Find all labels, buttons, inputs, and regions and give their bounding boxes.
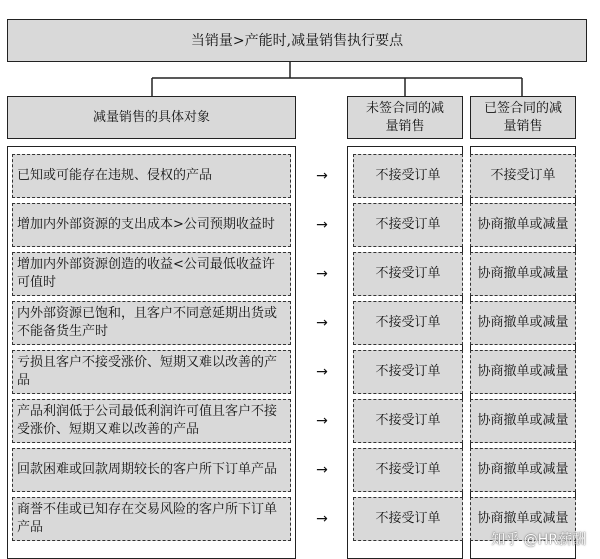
signed-action: 不接受订单 xyxy=(470,154,576,198)
watermark: 知乎 @HR薪酬 xyxy=(491,532,586,548)
object-item: 增加内外部资源创造的收益<公司最低收益许可值时 xyxy=(12,252,291,296)
signed-action: 协商撤单或减量 xyxy=(470,203,576,247)
signed-action: 协商撤单或减量 xyxy=(470,301,576,345)
unsigned-action: 不接受订单 xyxy=(353,154,463,198)
arrow-icon: → xyxy=(316,266,328,282)
unsigned-action: 不接受订单 xyxy=(353,350,463,394)
header-unsigned: 未签合同的减量销售 xyxy=(347,96,463,139)
arrow-icon: → xyxy=(316,511,328,527)
object-item: 内外部资源已饱和，且客户不同意延期出货或不能备货生产时 xyxy=(12,301,291,345)
arrow-icon: → xyxy=(316,217,328,233)
object-item: 商誉不佳或已知存在交易风险的客户所下订单产品 xyxy=(12,497,291,541)
arrow-icon: → xyxy=(316,315,328,331)
object-item: 已知或可能存在违规、侵权的产品 xyxy=(12,154,291,198)
unsigned-action: 不接受订单 xyxy=(353,399,463,443)
arrow-icon: → xyxy=(316,413,328,429)
unsigned-action: 不接受订单 xyxy=(353,203,463,247)
unsigned-action: 不接受订单 xyxy=(353,497,463,541)
signed-action: 协商撤单或减量 xyxy=(470,497,576,541)
object-item: 回款困难或回款周期较长的客户所下订单产品 xyxy=(12,448,291,492)
arrow-icon: → xyxy=(316,168,328,184)
header-objects: 减量销售的具体对象 xyxy=(7,96,296,139)
unsigned-action: 不接受订单 xyxy=(353,448,463,492)
signed-action: 协商撤单或减量 xyxy=(470,399,576,443)
signed-action: 协商撤单或减量 xyxy=(470,252,576,296)
arrow-icon: → xyxy=(316,364,328,380)
unsigned-action: 不接受订单 xyxy=(353,252,463,296)
arrow-icon: → xyxy=(316,462,328,478)
object-item: 产品利润低于公司最低利润许可值且客户不接受涨价、短期又难以改善的产品 xyxy=(12,399,291,443)
header-signed: 已签合同的减量销售 xyxy=(470,96,576,139)
signed-action: 协商撤单或减量 xyxy=(470,448,576,492)
object-item: 亏损且客户不接受涨价、短期又难以改善的产品 xyxy=(12,350,291,394)
unsigned-action: 不接受订单 xyxy=(353,301,463,345)
diagram-title: 当销量>产能时,减量销售执行要点 xyxy=(7,19,587,62)
signed-action: 协商撤单或减量 xyxy=(470,350,576,394)
object-item: 增加内外部资源的支出成本>公司预期收益时 xyxy=(12,203,291,247)
